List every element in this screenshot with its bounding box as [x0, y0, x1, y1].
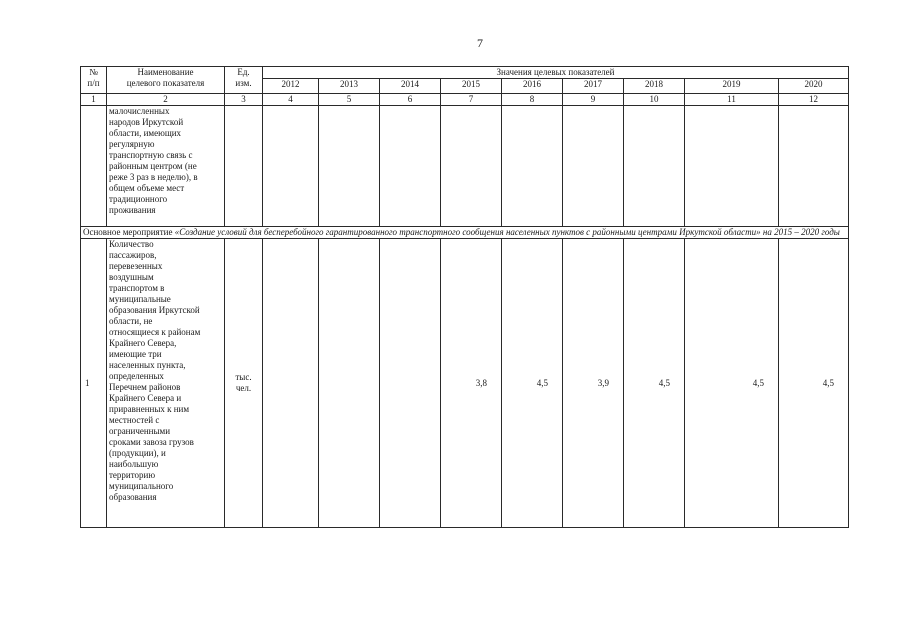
target-indicators-table: [80, 66, 849, 528]
cell-value: [263, 239, 319, 528]
section-prefix: Основное мероприятие: [83, 227, 175, 237]
cell-value: [319, 239, 380, 528]
indicator-name: малочисленных народов Иркутской области, имеющих регулярную транспортную связь с районным центром (не реже 3 раз в неделю), в общем объеме мест традиционного проживания: [107, 106, 225, 227]
column-number: 12: [779, 94, 849, 106]
header-year: 2013: [319, 79, 380, 94]
column-number: 6: [380, 94, 441, 106]
section-row: [81, 227, 849, 239]
header-unit: Ед. изм.: [225, 67, 263, 94]
cell-value: [319, 106, 380, 227]
cell-value: [685, 106, 779, 227]
column-number: 7: [441, 94, 502, 106]
column-number: 1: [81, 94, 107, 106]
header-year: 2016: [502, 79, 563, 94]
table-row: [81, 239, 849, 528]
column-number: 11: [685, 94, 779, 106]
column-number: 5: [319, 94, 380, 106]
cell-value: [263, 106, 319, 227]
cell-value: 4,5: [502, 239, 563, 528]
cell-value: [380, 106, 441, 227]
column-numbers-row: [81, 94, 849, 106]
header-values-title: Значения целевых показателей: [263, 67, 849, 79]
column-number: 9: [563, 94, 624, 106]
cell-value: [502, 106, 563, 227]
cell-value: 3,9: [563, 239, 624, 528]
header-year: 2020: [779, 79, 849, 94]
cell-value: 4,5: [779, 239, 849, 528]
header-name: Наименование целевого показателя: [107, 67, 225, 94]
header-year: 2019: [685, 79, 779, 94]
cell-value: 4,5: [685, 239, 779, 528]
column-number: 3: [225, 94, 263, 106]
page-number: 7: [477, 36, 483, 50]
cell-num: 1: [81, 239, 107, 528]
column-number: 10: [624, 94, 685, 106]
indicator-name: Количество пассажиров, перевезенных воздушным транспортом в муниципальные образования Иркутской области, не относящиеся к районам Крайнего Севера, имеющие три населенных пункта, определенных Перечнем районов Крайнего Севера и приравненных к ним местностей с ограниченными сроками завоза грузов (продукции), и наибольшую территорию муниципального образования: [107, 239, 225, 528]
cell-value: 4,5: [624, 239, 685, 528]
section-title-italic: «Создание условий для бесперебойного гарантированного транспортного сообщения населенных пунктов с районными центрами Иркутской области» на 2015 – 2020 годы: [174, 227, 840, 237]
column-number: 4: [263, 94, 319, 106]
cell-num: [81, 106, 107, 227]
cell-unit: тыс. чел.: [225, 239, 263, 528]
cell-value: [563, 106, 624, 227]
cell-value: [380, 239, 441, 528]
cell-value: 3,8: [441, 239, 502, 528]
header-year: 2018: [624, 79, 685, 94]
cell-value: [441, 106, 502, 227]
column-number: 2: [107, 94, 225, 106]
header-year: 2014: [380, 79, 441, 94]
column-number: 8: [502, 94, 563, 106]
table-row-continued: [81, 106, 849, 227]
header-year: 2012: [263, 79, 319, 94]
cell-unit: [225, 106, 263, 227]
header-year: 2015: [441, 79, 502, 94]
header-year: 2017: [563, 79, 624, 94]
cell-value: [624, 106, 685, 227]
cell-value: [779, 106, 849, 227]
section-title: [81, 227, 849, 239]
header-num: № п/п: [81, 67, 107, 94]
